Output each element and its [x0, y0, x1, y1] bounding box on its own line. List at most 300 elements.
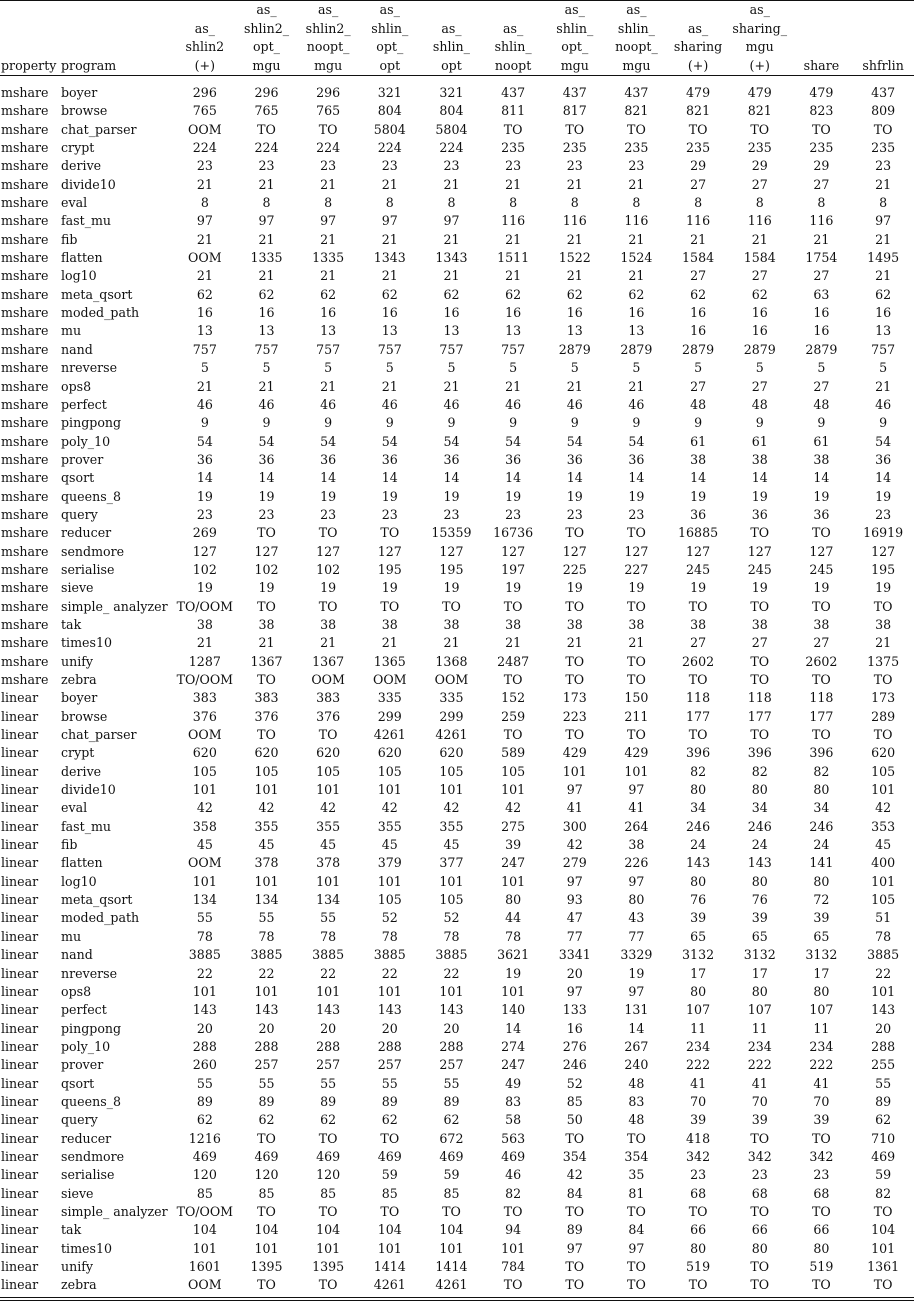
cell-value: TO — [318, 1130, 338, 1146]
header-property: property — [0, 1, 60, 76]
cell-value: 21 — [258, 378, 275, 394]
table-row — [0, 212, 914, 230]
cell-value: 9 — [879, 415, 888, 431]
cell-value: 235 — [562, 140, 587, 156]
cell-value: 255 — [871, 1057, 896, 1073]
cell-value: 519 — [809, 1259, 834, 1274]
cell-value: TO — [812, 1203, 831, 1219]
cell-value: 116 — [747, 213, 772, 229]
cell-value: 3621 — [497, 947, 530, 963]
cell-value: 469 — [501, 1148, 526, 1164]
cell-value: 127 — [686, 543, 711, 559]
cell-value: 20 — [196, 1020, 213, 1036]
cell-value: 437 — [562, 85, 587, 100]
cell-value: 101 — [254, 983, 279, 999]
cell-value: 19 — [505, 488, 522, 504]
cell-value: 105 — [439, 763, 464, 779]
cell-program: perfect — [61, 1002, 107, 1018]
cell-value: 14 — [628, 1020, 645, 1036]
header-column-line: mgu — [560, 57, 589, 73]
cell-value: 589 — [501, 745, 526, 761]
cell-value: TO — [565, 1277, 585, 1293]
table-row — [0, 708, 914, 726]
cell-value: 70 — [813, 1093, 830, 1109]
cell-value: 62 — [751, 286, 768, 302]
table-row — [0, 965, 914, 983]
cell-value: 101 — [192, 782, 217, 798]
cell-program: mu — [61, 928, 82, 944]
cell-property: mshare — [1, 543, 49, 559]
cell-value: 54 — [381, 433, 398, 449]
cell-value: 85 — [258, 1185, 275, 1201]
cell-value: 82 — [875, 1185, 892, 1201]
cell-value: 21 — [628, 378, 645, 394]
cell-value: 21 — [320, 635, 337, 651]
cell-value: TO — [812, 525, 831, 541]
cell-value: 21 — [443, 268, 460, 284]
cell-value: 45 — [320, 837, 337, 853]
cell-value: TO — [750, 598, 770, 614]
cell-value: 89 — [381, 1093, 398, 1109]
cell-value: 42 — [505, 800, 522, 816]
cell-program: divide10 — [61, 782, 116, 798]
table-row — [0, 836, 914, 854]
table-row — [0, 139, 914, 157]
cell-value: TO/OOM — [176, 1203, 234, 1219]
header-column-1 — [236, 1, 298, 76]
cell-value: 48 — [690, 396, 707, 412]
cell-value: 78 — [258, 928, 275, 944]
cell-value: 141 — [809, 855, 834, 871]
cell-value: 97 — [628, 1240, 645, 1256]
cell-value: 620 — [254, 745, 279, 761]
cell-value: 2879 — [558, 341, 591, 357]
cell-value: 355 — [439, 818, 464, 834]
cell-value: 784 — [501, 1259, 526, 1274]
cell-value: 245 — [747, 561, 772, 577]
cell-value: 19 — [381, 488, 398, 504]
cell-value: 107 — [747, 1002, 772, 1018]
cell-value: TO — [812, 672, 831, 687]
cell-program: unify — [61, 1259, 94, 1274]
cell-value: 38 — [628, 837, 645, 853]
cell-value: 1754 — [805, 250, 838, 266]
cell-value: 101 — [377, 1240, 402, 1256]
cell-value: 55 — [196, 910, 213, 926]
cell-value: 38 — [443, 616, 460, 632]
header-column-line: sharing — [673, 39, 723, 54]
cell-value: 94 — [505, 1222, 522, 1238]
cell-value: TO/OOM — [176, 598, 234, 614]
cell-value: 757 — [871, 341, 896, 357]
cell-value: TO — [627, 1130, 646, 1146]
cell-value: 23 — [566, 506, 583, 522]
cell-value: 19 — [258, 488, 275, 504]
cell-value: 61 — [813, 433, 830, 449]
cell-value: TO — [257, 121, 276, 137]
cell-value: 38 — [320, 616, 337, 632]
cell-value: 66 — [690, 1222, 707, 1238]
cell-value: 42 — [875, 800, 892, 816]
cell-value: 101 — [316, 873, 341, 889]
cell-value: TO — [750, 1130, 770, 1146]
cell-property: linear — [1, 855, 39, 871]
cell-value: 20 — [258, 1020, 275, 1036]
cell-property: mshare — [1, 268, 49, 284]
cell-value: 710 — [871, 1130, 896, 1146]
cell-value: 197 — [501, 561, 526, 577]
table-row — [0, 818, 914, 836]
cell-value: 70 — [751, 1093, 768, 1109]
header-column-2 — [297, 1, 359, 76]
table-row — [0, 341, 914, 359]
cell-value: 55 — [196, 1075, 213, 1091]
cell-value: 127 — [747, 543, 772, 559]
cell-value: TO — [257, 598, 276, 614]
cell-value: 47 — [566, 910, 583, 926]
cell-property: linear — [1, 910, 39, 926]
cell-property: linear — [1, 837, 39, 853]
cell-value: 14 — [690, 470, 707, 486]
cell-value: 104 — [871, 1222, 896, 1238]
cell-value: 27 — [690, 378, 707, 394]
cell-value: 80 — [813, 873, 830, 889]
cell-value: TO — [380, 1130, 400, 1146]
cell-property: linear — [1, 708, 39, 724]
cell-value: 21 — [381, 231, 398, 247]
cell-value: 85 — [196, 1185, 213, 1201]
cell-value: 379 — [377, 855, 402, 871]
cell-value: 55 — [320, 1075, 337, 1091]
cell-value: 27 — [751, 268, 768, 284]
cell-value: OOM — [373, 672, 407, 687]
cell-value: 13 — [628, 323, 645, 339]
cell-value: 288 — [871, 1038, 896, 1054]
cell-value: 17 — [690, 965, 707, 981]
cell-value: 105 — [439, 892, 464, 908]
cell-value: 59 — [875, 1167, 892, 1183]
cell-value: 5 — [509, 360, 518, 376]
cell-value: 19 — [628, 488, 645, 504]
cell-value: 811 — [501, 103, 526, 119]
cell-value: TO — [873, 727, 893, 743]
cell-value: 21 — [813, 231, 830, 247]
cell-value: 101 — [439, 873, 464, 889]
cell-property: mshare — [1, 140, 49, 156]
cell-value: 3132 — [805, 947, 838, 963]
cell-value: 101 — [562, 763, 587, 779]
cell-value: 38 — [751, 616, 768, 632]
table-row — [0, 781, 914, 799]
header-column-line: (+) — [194, 57, 216, 73]
table-row — [0, 194, 914, 212]
cell-value: 1495 — [867, 250, 900, 266]
cell-value: 66 — [751, 1222, 768, 1238]
cell-property: mshare — [1, 121, 49, 137]
cell-value: 23 — [505, 506, 522, 522]
header-column-9 — [729, 1, 791, 76]
cell-value: 235 — [686, 140, 711, 156]
cell-value: 14 — [381, 470, 398, 486]
cell-value: 235 — [747, 140, 772, 156]
cell-value: 1395 — [250, 1259, 283, 1274]
cell-property: mshare — [1, 195, 49, 211]
cell-value: 21 — [566, 635, 583, 651]
cell-value: 78 — [443, 928, 460, 944]
cell-value: 54 — [258, 433, 275, 449]
cell-program: query — [61, 1112, 98, 1128]
cell-value: TO — [565, 598, 585, 614]
cell-property: mshare — [1, 176, 49, 192]
cell-value: 62 — [443, 286, 460, 302]
cell-value: 5804 — [373, 121, 406, 137]
header-column-line: shlin_ — [617, 20, 655, 36]
cell-value: 105 — [254, 763, 279, 779]
cell-program: prover — [61, 1057, 104, 1073]
cell-value: 16 — [566, 305, 583, 321]
cell-value: 55 — [258, 910, 275, 926]
cell-value: 29 — [751, 158, 768, 174]
table-row — [0, 1111, 914, 1129]
cell-value: 38 — [566, 616, 583, 632]
header-row — [0, 1, 914, 76]
cell-value: 42 — [566, 837, 583, 853]
table-row — [0, 763, 914, 781]
cell-value: TO — [873, 1277, 893, 1293]
cell-value: TO — [750, 1203, 770, 1219]
cell-value: 299 — [439, 708, 464, 724]
cell-value: 13 — [381, 323, 398, 339]
cell-value: OOM — [311, 672, 345, 687]
cell-value: 479 — [747, 85, 772, 100]
table-row — [0, 1038, 914, 1056]
cell-value: 2879 — [682, 341, 715, 357]
cell-program: nand — [61, 947, 93, 963]
table-row — [0, 524, 914, 542]
cell-property: linear — [1, 690, 39, 706]
table-row — [0, 414, 914, 432]
cell-value: TO — [750, 1259, 770, 1274]
cell-value: 82 — [505, 1185, 522, 1201]
cell-property: linear — [1, 727, 39, 743]
cell-value: 14 — [566, 470, 583, 486]
cell-value: 38 — [813, 616, 830, 632]
cell-value: 80 — [690, 1240, 707, 1256]
cell-value: 48 — [628, 1075, 645, 1091]
cell-value: 821 — [686, 103, 711, 119]
cell-value: 3885 — [250, 947, 283, 963]
cell-value: 105 — [377, 763, 402, 779]
cell-value: 20 — [320, 1020, 337, 1036]
cell-value: 296 — [316, 85, 341, 100]
cell-value: 143 — [747, 855, 772, 871]
table-row — [0, 506, 914, 524]
cell-value: 620 — [377, 745, 402, 761]
cell-value: 289 — [871, 708, 896, 724]
cell-value: 354 — [562, 1148, 587, 1164]
cell-value: 267 — [624, 1038, 649, 1054]
cell-property: linear — [1, 1057, 39, 1073]
cell-value: 97 — [443, 213, 460, 229]
cell-value: 3885 — [867, 947, 900, 963]
cell-value: 257 — [439, 1057, 464, 1073]
header-column-line: mgu — [745, 39, 774, 54]
cell-property: mshare — [1, 580, 49, 596]
cell-value: 21 — [258, 268, 275, 284]
cell-value: 804 — [377, 103, 402, 119]
cell-value: 2879 — [620, 341, 653, 357]
cell-value: 16 — [320, 305, 337, 321]
cell-value: 376 — [254, 708, 279, 724]
cell-value: 19 — [320, 580, 337, 596]
cell-value: 224 — [254, 140, 279, 156]
cell-value: 116 — [624, 213, 649, 229]
cell-value: 19 — [443, 488, 460, 504]
cell-program: queens_8 — [61, 488, 121, 504]
cell-value: 23 — [628, 506, 645, 522]
cell-value: 246 — [747, 818, 772, 834]
cell-value: TO — [503, 598, 523, 614]
cell-value: TO — [627, 727, 646, 743]
cell-value: 16 — [690, 323, 707, 339]
cell-value: 133 — [562, 1002, 587, 1018]
cell-value: 5 — [200, 360, 209, 376]
cell-value: 120 — [316, 1167, 341, 1183]
cell-program: flatten — [61, 250, 103, 266]
cell-value: 19 — [628, 580, 645, 596]
cell-value: 24 — [690, 837, 707, 853]
cell-value: 21 — [196, 176, 213, 192]
cell-value: 68 — [690, 1185, 707, 1201]
cell-value: 105 — [871, 892, 896, 908]
cell-value: 21 — [196, 635, 213, 651]
cell-property: linear — [1, 1093, 39, 1109]
cell-value: 247 — [501, 1057, 526, 1073]
cell-value: 23 — [443, 506, 460, 522]
cell-value: 469 — [871, 1148, 896, 1164]
cell-value: 429 — [562, 745, 587, 761]
cell-value: 355 — [254, 818, 279, 834]
cell-value: 9 — [324, 415, 333, 431]
cell-value: TO — [503, 1277, 523, 1293]
cell-property: linear — [1, 1259, 39, 1274]
cell-value: 1343 — [373, 250, 406, 266]
cell-property: linear — [1, 1185, 39, 1201]
cell-value: 102 — [192, 561, 217, 577]
cell-program: browse — [61, 103, 108, 119]
cell-value: 23 — [381, 506, 398, 522]
cell-value: 62 — [875, 1112, 892, 1128]
cell-value: 8 — [509, 195, 518, 211]
cell-value: 437 — [871, 85, 896, 100]
cell-program: queens_8 — [61, 1093, 121, 1109]
cell-value: 80 — [690, 782, 707, 798]
cell-value: 264 — [624, 818, 649, 834]
cell-value: 16 — [196, 305, 213, 321]
table-row — [0, 488, 914, 506]
cell-value: 85 — [443, 1185, 460, 1201]
cell-value: 20 — [566, 965, 583, 981]
cell-value: 21 — [628, 635, 645, 651]
cell-property: linear — [1, 1167, 39, 1183]
header-column-line: shfrlin — [862, 57, 904, 73]
cell-property: mshare — [1, 213, 49, 229]
cell-value: 101 — [871, 782, 896, 798]
cell-value: 335 — [377, 690, 402, 706]
header-column-line: as_ — [626, 2, 647, 17]
cell-value: 16 — [813, 323, 830, 339]
cell-value: 9 — [447, 415, 456, 431]
cell-value: 269 — [192, 525, 217, 541]
cell-value: 101 — [377, 782, 402, 798]
cell-value: TO — [627, 525, 646, 541]
cell-property: linear — [1, 1020, 39, 1036]
cell-value: 61 — [751, 433, 768, 449]
cell-value: 23 — [258, 158, 275, 174]
cell-value: 177 — [747, 708, 772, 724]
cell-value: 24 — [751, 837, 768, 853]
cell-value: OOM — [188, 250, 222, 266]
cell-property: mshare — [1, 433, 49, 449]
cell-value: TO — [257, 1203, 276, 1219]
cell-value: 38 — [813, 451, 830, 467]
cell-value: 85 — [381, 1185, 398, 1201]
cell-value: 288 — [192, 1038, 217, 1054]
cell-program: simple_ analyzer — [61, 1203, 168, 1219]
cell-value: 19 — [258, 580, 275, 596]
cell-value: 54 — [505, 433, 522, 449]
cell-value: 13 — [196, 323, 213, 339]
cell-value: 5 — [879, 360, 888, 376]
cell-value: 46 — [566, 396, 583, 412]
cell-value: 821 — [747, 103, 772, 119]
cell-value: 27 — [813, 268, 830, 284]
cell-value: 2879 — [743, 341, 776, 357]
cell-value: 134 — [254, 892, 279, 908]
cell-value: 5 — [817, 360, 826, 376]
table-row — [0, 396, 914, 414]
cell-property: linear — [1, 782, 39, 798]
cell-value: 55 — [258, 1075, 275, 1091]
cell-value: 46 — [443, 396, 460, 412]
cell-value: 42 — [196, 800, 213, 816]
cell-value: 21 — [443, 378, 460, 394]
cell-value: 245 — [686, 561, 711, 577]
cell-value: 41 — [751, 1075, 768, 1091]
cell-value: 62 — [258, 286, 275, 302]
cell-value: TO — [257, 727, 276, 743]
cell-value: 245 — [809, 561, 834, 577]
cell-value: 116 — [501, 213, 526, 229]
cell-value: 21 — [320, 268, 337, 284]
cell-value: 22 — [875, 965, 892, 981]
cell-value: 19 — [751, 488, 768, 504]
cell-value: 246 — [686, 818, 711, 834]
cell-value: 97 — [628, 873, 645, 889]
cell-value: 101 — [192, 873, 217, 889]
cell-property: mshare — [1, 525, 49, 541]
cell-program: simple_ analyzer — [61, 598, 168, 614]
cell-value: 3885 — [373, 947, 406, 963]
cell-value: 19 — [813, 580, 830, 596]
cell-value: 101 — [871, 873, 896, 889]
cell-value: 383 — [254, 690, 279, 706]
cell-value: TO — [503, 1203, 523, 1219]
cell-program: reducer — [61, 1130, 112, 1146]
cell-value: 78 — [381, 928, 398, 944]
cell-value: 469 — [439, 1148, 464, 1164]
cell-value: 49 — [505, 1075, 522, 1091]
